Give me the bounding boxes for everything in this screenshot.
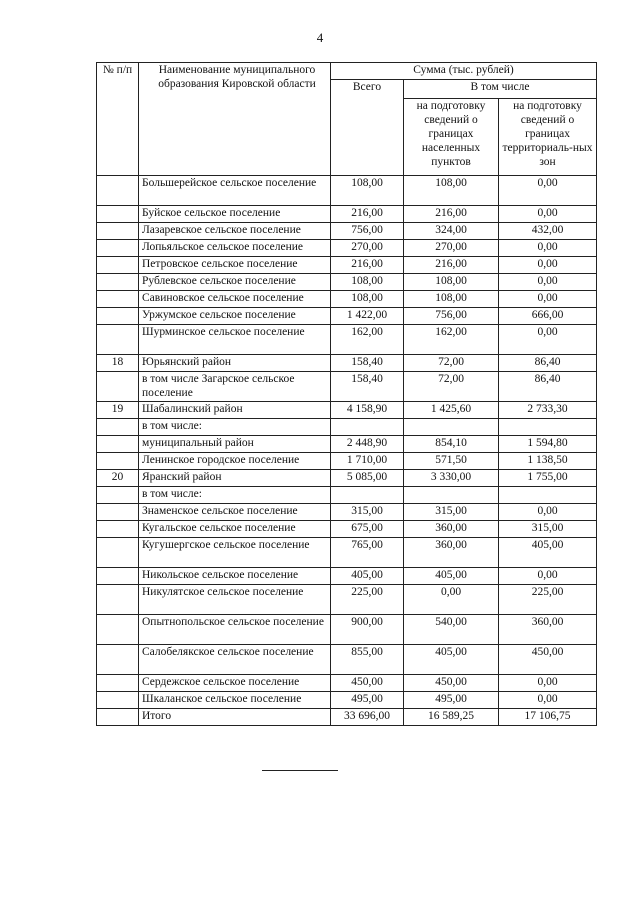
table-row	[97, 372, 597, 402]
row-col-a	[404, 487, 499, 504]
table-row	[97, 675, 597, 692]
row-col-b: 1 138,50	[499, 453, 597, 470]
row-col-b: 0,00	[499, 675, 597, 692]
row-num: 20	[97, 470, 139, 487]
row-col-a: 16 589,25	[404, 709, 499, 726]
row-name: Шабалинский район	[139, 402, 331, 419]
row-num	[97, 223, 139, 240]
table-row	[97, 355, 597, 372]
row-num	[97, 487, 139, 504]
table-row	[97, 521, 597, 538]
row-name: Никулятское сельское поселение	[139, 585, 331, 615]
row-col-a: 571,50	[404, 453, 499, 470]
closing-rule	[262, 770, 338, 771]
row-col-b: 17 106,75	[499, 709, 597, 726]
row-col-b: 0,00	[499, 206, 597, 223]
row-total: 162,00	[331, 325, 404, 355]
row-name: Никольское сельское поселение	[139, 568, 331, 585]
row-total: 225,00	[331, 585, 404, 615]
row-col-a: 3 330,00	[404, 470, 499, 487]
row-num	[97, 257, 139, 274]
row-name: Юрьянский район	[139, 355, 331, 372]
row-col-b: 0,00	[499, 692, 597, 709]
row-num: 18	[97, 355, 139, 372]
header-total: Всего	[331, 80, 404, 176]
row-col-a: 1 425,60	[404, 402, 499, 419]
table-row	[97, 568, 597, 585]
row-total	[331, 419, 404, 436]
row-col-a: 108,00	[404, 291, 499, 308]
row-total: 5 085,00	[331, 470, 404, 487]
table-body	[97, 176, 597, 726]
table-row	[97, 585, 597, 615]
row-num	[97, 308, 139, 325]
header-col-a: на подготовку сведений о границах населенных пунктов	[404, 99, 499, 176]
header-sum: Сумма (тыс. рублей)	[331, 63, 597, 80]
row-num	[97, 645, 139, 675]
row-name: Шкаланское сельское поселение	[139, 692, 331, 709]
row-col-a: 360,00	[404, 521, 499, 538]
header-num: № п/п	[97, 63, 139, 176]
page-number: 4	[316, 30, 324, 45]
row-total: 108,00	[331, 176, 404, 206]
row-name: Яранский район	[139, 470, 331, 487]
header-col-b: на подготовку сведений о границах территориаль-ных зон	[499, 99, 597, 176]
row-num	[97, 568, 139, 585]
table-row	[97, 206, 597, 223]
row-total: 270,00	[331, 240, 404, 257]
row-num	[97, 709, 139, 726]
row-col-b: 1 594,80	[499, 436, 597, 453]
row-num	[97, 453, 139, 470]
row-col-a: 216,00	[404, 206, 499, 223]
row-total: 405,00	[331, 568, 404, 585]
row-col-b: 2 733,30	[499, 402, 597, 419]
header-name: Наименование муниципального образования Кировской области	[139, 63, 331, 176]
row-num	[97, 436, 139, 453]
row-col-a: 450,00	[404, 675, 499, 692]
table-row	[97, 645, 597, 675]
row-col-a: 108,00	[404, 176, 499, 206]
table-row	[97, 308, 597, 325]
row-name: Кугушергское сельское поселение	[139, 538, 331, 568]
row-col-b: 405,00	[499, 538, 597, 568]
row-num	[97, 538, 139, 568]
table-row	[97, 487, 597, 504]
table-row	[97, 176, 597, 206]
row-name: Савиновское сельское поселение	[139, 291, 331, 308]
row-col-a: 216,00	[404, 257, 499, 274]
row-col-b: 0,00	[499, 274, 597, 291]
row-total: 450,00	[331, 675, 404, 692]
row-name: Знаменское сельское поселение	[139, 504, 331, 521]
row-col-b: 0,00	[499, 176, 597, 206]
row-total: 1 422,00	[331, 308, 404, 325]
row-num	[97, 419, 139, 436]
table-row	[97, 402, 597, 419]
row-col-b: 86,40	[499, 372, 597, 402]
row-total: 158,40	[331, 355, 404, 372]
row-name: Буйское сельское поселение	[139, 206, 331, 223]
row-col-b: 0,00	[499, 240, 597, 257]
row-total: 1 710,00	[331, 453, 404, 470]
row-name: Лазаревское сельское поселение	[139, 223, 331, 240]
row-total: 855,00	[331, 645, 404, 675]
row-col-a: 72,00	[404, 355, 499, 372]
table-row	[97, 538, 597, 568]
table-row	[97, 419, 597, 436]
row-total: 900,00	[331, 615, 404, 645]
table-row	[97, 257, 597, 274]
table-row	[97, 692, 597, 709]
row-total: 2 448,90	[331, 436, 404, 453]
row-col-a: 108,00	[404, 274, 499, 291]
row-name: в том числе:	[139, 487, 331, 504]
row-col-b: 0,00	[499, 257, 597, 274]
row-total: 765,00	[331, 538, 404, 568]
row-col-b: 1 755,00	[499, 470, 597, 487]
row-total: 4 158,90	[331, 402, 404, 419]
row-col-a: 360,00	[404, 538, 499, 568]
table-row	[97, 274, 597, 291]
row-total: 108,00	[331, 274, 404, 291]
table-row	[97, 240, 597, 257]
row-col-b	[499, 419, 597, 436]
row-col-b: 0,00	[499, 568, 597, 585]
row-name: Кугальское сельское поселение	[139, 521, 331, 538]
row-total: 756,00	[331, 223, 404, 240]
row-num	[97, 615, 139, 645]
funding-table	[96, 62, 597, 726]
row-name: Сердежское сельское поселение	[139, 675, 331, 692]
row-num	[97, 521, 139, 538]
row-name: Итого	[139, 709, 331, 726]
row-col-b: 225,00	[499, 585, 597, 615]
row-name: Петровское сельское поселение	[139, 257, 331, 274]
header-row-1	[97, 63, 597, 80]
row-col-a: 315,00	[404, 504, 499, 521]
row-name: Рублевское сельское поселение	[139, 274, 331, 291]
row-col-a: 854,10	[404, 436, 499, 453]
row-col-a: 405,00	[404, 645, 499, 675]
row-num	[97, 240, 139, 257]
row-col-b: 0,00	[499, 325, 597, 355]
row-total: 495,00	[331, 692, 404, 709]
row-col-a: 495,00	[404, 692, 499, 709]
row-name: Шурминское сельское поселение	[139, 325, 331, 355]
row-total: 315,00	[331, 504, 404, 521]
row-num	[97, 206, 139, 223]
row-col-a	[404, 419, 499, 436]
row-name: Лопьяльское сельское поселение	[139, 240, 331, 257]
row-num	[97, 675, 139, 692]
row-total: 108,00	[331, 291, 404, 308]
row-num: 19	[97, 402, 139, 419]
row-col-b: 0,00	[499, 504, 597, 521]
row-total: 216,00	[331, 257, 404, 274]
table-row	[97, 223, 597, 240]
row-total: 216,00	[331, 206, 404, 223]
row-col-b: 450,00	[499, 645, 597, 675]
row-name: в том числе:	[139, 419, 331, 436]
row-total: 158,40	[331, 372, 404, 402]
row-num	[97, 585, 139, 615]
row-col-b: 315,00	[499, 521, 597, 538]
table-row	[97, 615, 597, 645]
table-row	[97, 709, 597, 726]
table-row	[97, 436, 597, 453]
row-col-a: 0,00	[404, 585, 499, 615]
row-col-b: 666,00	[499, 308, 597, 325]
row-num	[97, 176, 139, 206]
header-including: В том числе	[404, 80, 597, 99]
row-total: 675,00	[331, 521, 404, 538]
row-num	[97, 325, 139, 355]
table-row	[97, 291, 597, 308]
row-col-a: 72,00	[404, 372, 499, 402]
row-col-a: 405,00	[404, 568, 499, 585]
table-row	[97, 325, 597, 355]
row-col-a: 270,00	[404, 240, 499, 257]
row-col-b: 86,40	[499, 355, 597, 372]
row-num	[97, 372, 139, 402]
row-col-a: 756,00	[404, 308, 499, 325]
table-row	[97, 504, 597, 521]
row-name: Ленинское городское поселение	[139, 453, 331, 470]
row-name: муниципальный район	[139, 436, 331, 453]
table-row	[97, 453, 597, 470]
row-total	[331, 487, 404, 504]
row-col-a: 540,00	[404, 615, 499, 645]
row-col-b: 360,00	[499, 615, 597, 645]
row-total: 33 696,00	[331, 709, 404, 726]
row-name: Опытнопольское сельское поселение	[139, 615, 331, 645]
row-name: Уржумское сельское поселение	[139, 308, 331, 325]
row-name: в том числе Загарское сельское поселение	[139, 372, 331, 402]
row-name: Большерейское сельское поселение	[139, 176, 331, 206]
row-col-a: 324,00	[404, 223, 499, 240]
row-col-b	[499, 487, 597, 504]
row-name: Салобелякское сельское поселение	[139, 645, 331, 675]
row-col-b: 0,00	[499, 291, 597, 308]
row-num	[97, 504, 139, 521]
row-col-b: 432,00	[499, 223, 597, 240]
table-row	[97, 470, 597, 487]
row-num	[97, 274, 139, 291]
row-num	[97, 291, 139, 308]
row-col-a: 162,00	[404, 325, 499, 355]
row-num	[97, 692, 139, 709]
